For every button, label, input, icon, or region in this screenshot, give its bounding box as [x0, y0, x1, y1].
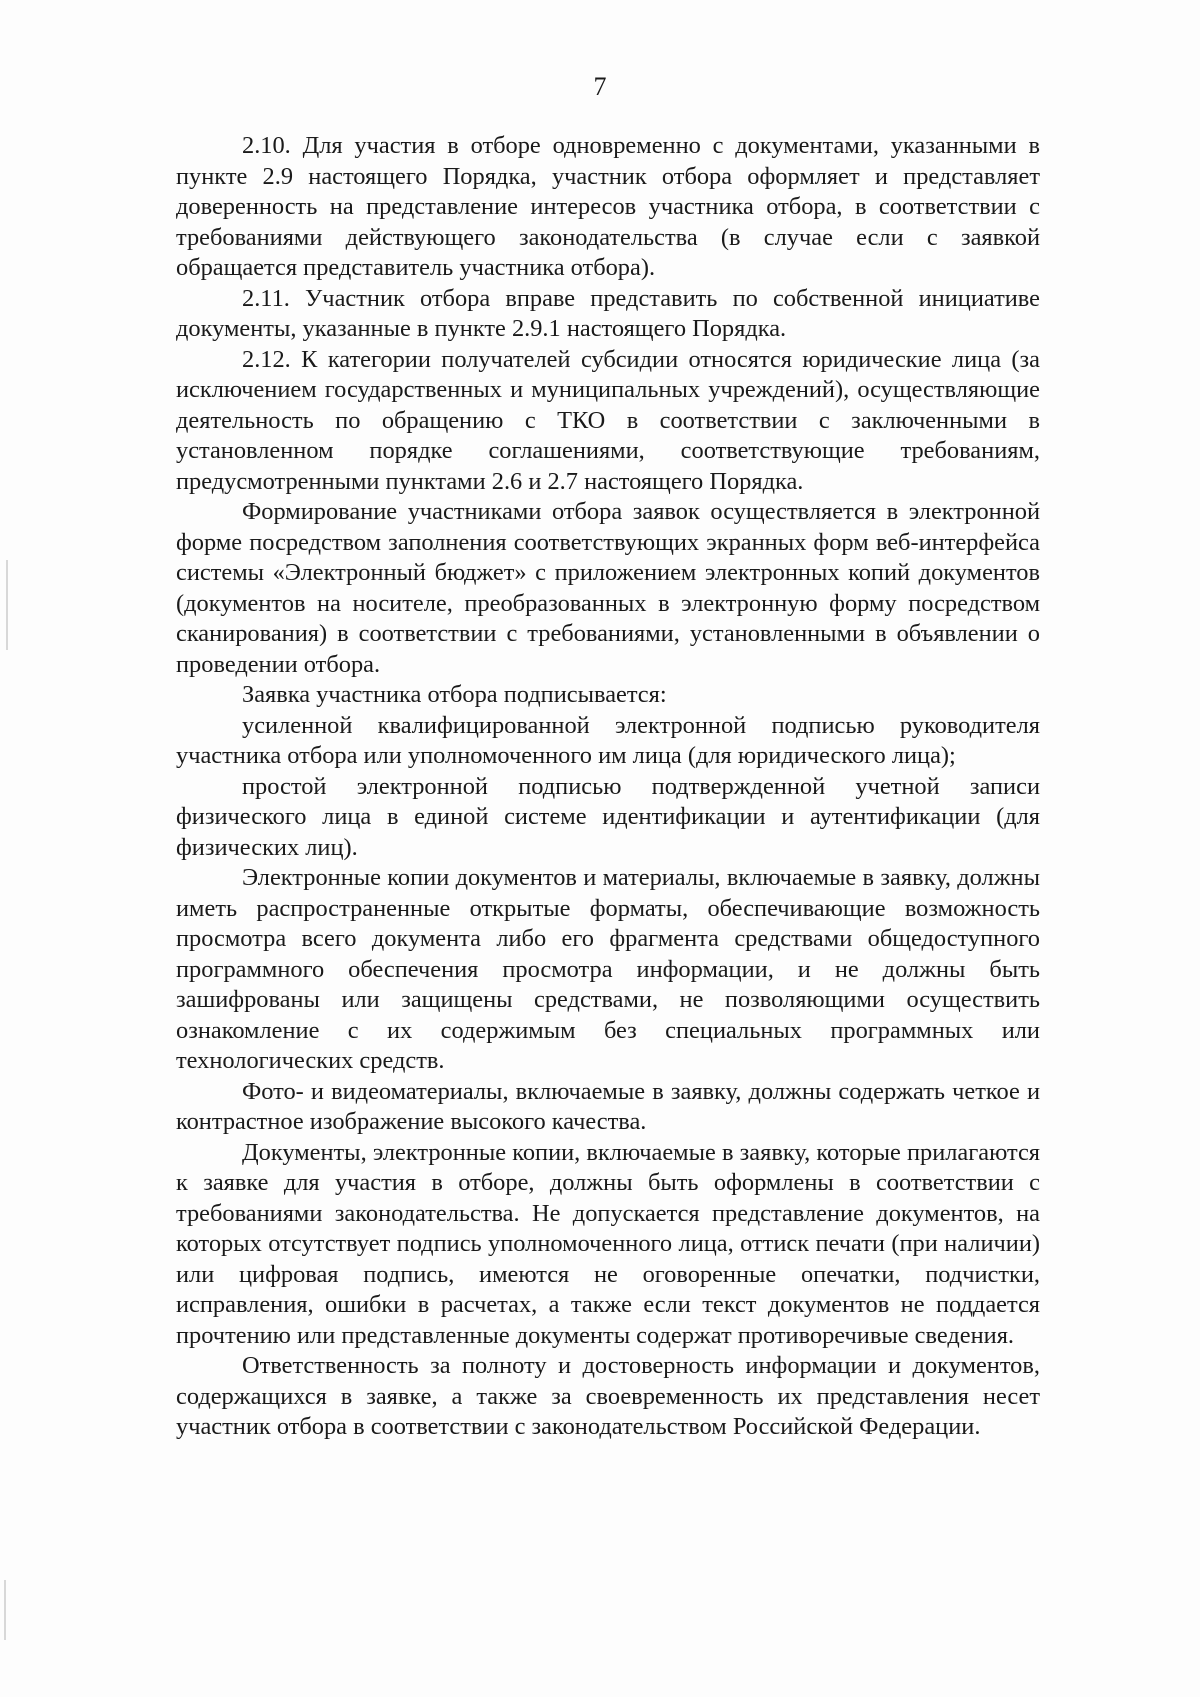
paragraph-signing-legal-entity: усиленной квалифицированной электронной подписью руководителя участника отбора или уполномоченного им лица (для юридического лица); — [176, 711, 1040, 769]
paragraph-2-11: 2.11. Участник отбора вправе представить по собственной инициативе документы, указанные в пункте 2.9.1 настоящего Порядка. — [176, 284, 1040, 342]
document-body — [176, 131, 1040, 1443]
scan-edge-mark — [6, 560, 8, 650]
paragraph-2-12: 2.12. К категории получателей субсидии относятся юридические лица (за исключением государственных и муниципальных учреждений), осуществляющие деятельность по обращению с ТКО в соответствии с заключенными в установленном порядке соглашениями, соответствующие требованиям, предусмотренными пунктами 2.6 и 2.7 настоящего Порядка. — [176, 345, 1040, 495]
page-number: 7 — [593, 72, 607, 101]
paragraph-photo-video: Фото- и видеоматериалы, включаемые в заявку, должны содержать четкое и контрастное изображение высокого качества. — [176, 1077, 1040, 1135]
paragraph-signing-individual: простой электронной подписью подтвержденной учетной записи физического лица в единой системе идентификации и аутентификации (для физических лиц). — [176, 772, 1040, 861]
paragraph-application-forming: Формирование участниками отбора заявок осуществляется в электронной форме посредством заполнения соответствующих экранных форм веб-интерфейса системы «Электронный бюджет» с приложением электронных копий документов (документов на носителе, преобразованных в электронную форму посредством сканирования) в соответствии с требованиями, установленными в объявлении о проведении отбора. — [176, 498, 1040, 678]
paragraph-responsibility: Ответственность за полноту и достоверность информации и документов, содержащихся в заявке, а также за своевременность их представления несет участник отбора в соответствии с законодательством Российской Федерации. — [176, 1352, 1040, 1440]
paragraph-2-10: 2.10. Для участия в отборе одновременно с документами, указанными в пункте 2.9 настоящего Порядка, участник отбора оформляет и представляет доверенность на представление интересов участника отбора, в соответствии с требованиями действующего законодательства (в случае если с заявкой обращается представитель участника отбора). — [176, 132, 1040, 281]
paragraph-documents-requirements: Документы, электронные копии, включаемые в заявку, которые прилагаются к заявке для участия в отборе, должны быть оформлены в соответствии с требованиями законодательства. Не допускается представление документов, на которых отсутствует подпись уполномоченного лица, оттиск печати (при наличии) или цифровая подпись, имеются не оговоренные опечатки, подчистки, исправления, ошибки в расчетах, а также если текст документов не поддается прочтению или представленные документы содержат противоречивые сведения. — [176, 1138, 1040, 1349]
paragraph-signing-intro: Заявка участника отбора подписывается: — [242, 681, 667, 708]
scan-edge-mark — [4, 1580, 6, 1640]
paragraph-electronic-copies: Электронные копии документов и материалы, включаемые в заявку, должны иметь распространенные открытые форматы, обеспечивающие возможность просмотра всего документа либо его фрагмента средствами общедоступного программного обеспечения просмотра информации, и не должны быть зашифрованы или защищены средствами, не позволяющими осуществить ознакомление с их содержимым без специальных программных или технологических средств. — [176, 864, 1040, 1074]
